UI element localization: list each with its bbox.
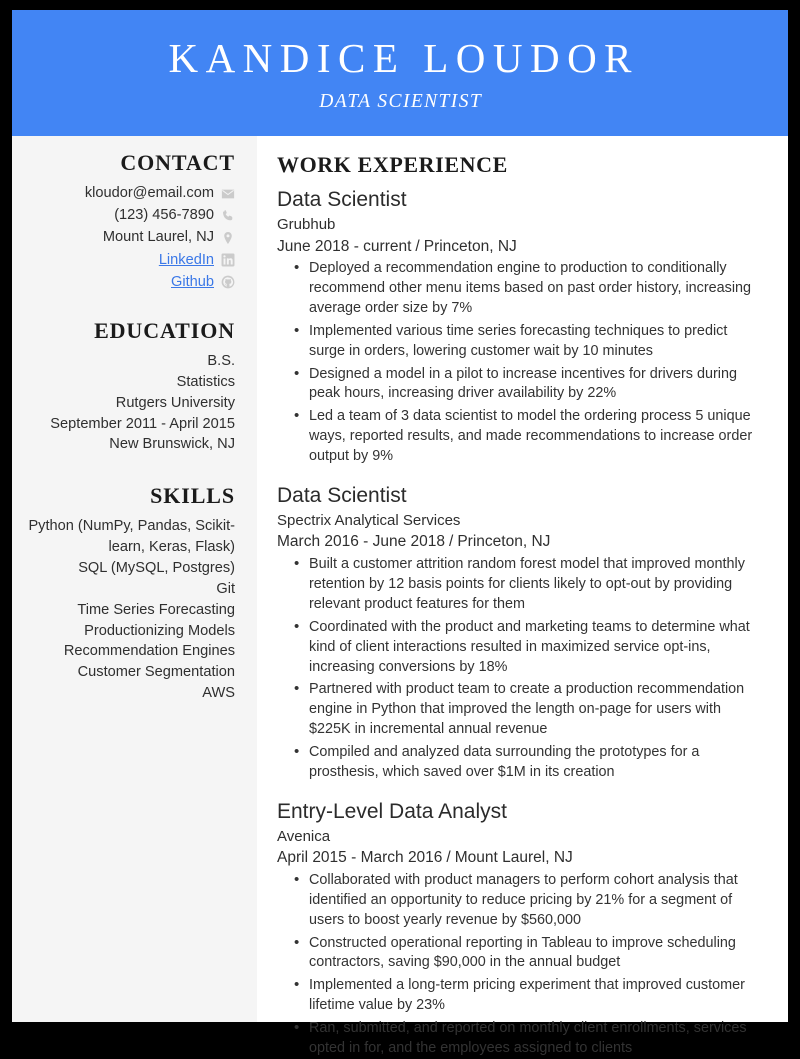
job-bullet: • Compiled and analyzed data surrounding the prototypes for a prosthesis, which saved over $1M in its creation	[309, 743, 766, 783]
contact-text: Mount Laurel, NJ	[102, 229, 214, 246]
linkedin-icon	[221, 253, 235, 267]
job-bullet: • Deployed a recommendation engine to production to conditionally recommend other menu items based on past order history, increasing average order size by 7%	[309, 259, 766, 319]
education-section-heading: EDUCATION	[94, 318, 235, 343]
education-line: September 2011 - April 2015	[50, 415, 235, 432]
education-line: B.S.	[207, 353, 235, 369]
work-experience-list	[277, 187, 766, 1059]
education-line: New Brunswick, NJ	[109, 436, 235, 453]
job-entry	[277, 799, 766, 1059]
job-bullet: • Partnered with product team to create a production recommendation engine in Python that improved the length on-page for users with $225K in incremental annual revenue	[309, 680, 766, 740]
education-line: Rutgers University	[115, 394, 235, 411]
job-bullet-list	[277, 555, 766, 783]
skill-item: Customer Segmentation	[77, 664, 235, 681]
job-bullet-list	[277, 259, 766, 467]
resume-header-banner	[12, 10, 788, 136]
contact-link-github[interactable]: Github	[171, 273, 214, 290]
candidate-job-title: DATA SCIENTIST	[319, 91, 483, 113]
phone-icon	[221, 209, 235, 223]
job-meta	[277, 236, 766, 258]
contact-link-linkedin[interactable]: LinkedIn	[158, 251, 214, 268]
contact-text: kloudor@email.com	[84, 185, 214, 202]
skill-item: Productionizing Models	[84, 622, 235, 639]
resume-body	[12, 136, 788, 1056]
job-entry	[277, 483, 766, 783]
job-company: Grubhub	[277, 216, 336, 234]
job-bullet: • Led a team of 3 data scientist to model the ordering process 5 unique ways, reported results, and made recommendations to increase order output by 9%	[309, 407, 766, 467]
job-location: Mount Laurel, NJ	[454, 849, 573, 867]
envelope-icon	[221, 187, 235, 201]
job-title: Data Scientist	[277, 483, 407, 507]
job-meta	[277, 531, 766, 553]
skill-item: Git	[216, 580, 235, 597]
job-bullet: • Implemented a long-term pricing experiment that improved customer lifetime value by 23%	[309, 976, 766, 1016]
skill-item: SQL (MySQL, Postgres)	[78, 560, 235, 577]
contact-list	[24, 183, 235, 292]
job-meta	[277, 847, 766, 869]
job-meta-separator: /	[449, 533, 454, 551]
job-bullet: • Coordinated with the product and marketing teams to determine what kind of client interactions resulted in maximized service opt-ins, increasing conversions by 18%	[309, 618, 766, 678]
job-meta-separator: /	[415, 237, 420, 255]
skill-item: Time Series Forecasting	[77, 601, 235, 618]
education-list	[24, 351, 235, 455]
job-bullet: • Designed a model in a pilot to increase incentives for drivers during peak hours, increasing driver availability by 22%	[309, 365, 766, 405]
skill-item: AWS	[202, 685, 235, 702]
sidebar	[12, 136, 257, 1022]
contact-item[interactable]	[24, 271, 235, 292]
job-dates: June 2018 - current	[277, 237, 412, 255]
job-location: Princeton, NJ	[457, 533, 551, 551]
skills-list	[24, 516, 235, 704]
job-title: Entry-Level Data Analyst	[277, 799, 507, 823]
contact-item	[24, 183, 235, 204]
work-experience-heading: WORK EXPERIENCE	[277, 152, 508, 177]
job-company: Avenica	[277, 828, 331, 845]
job-dates: April 2015 - March 2016	[277, 849, 443, 867]
education-line: Statistics	[176, 373, 235, 390]
skill-item: Recommendation Engines	[63, 643, 235, 660]
contact-item[interactable]	[24, 249, 235, 270]
job-bullet: • Ran, submitted, and reported on monthly client enrollments, services opted in for, and the employees assigned to clients	[309, 1019, 766, 1059]
contact-item	[24, 205, 235, 226]
job-location: Princeton, NJ	[423, 237, 517, 255]
job-bullet-list	[277, 871, 766, 1059]
job-bullet: • Collaborated with product managers to perform cohort analysis that identified an opportunity to reduce pricing by 21% for a segment of users to boost yearly revenue by $560,000	[309, 871, 766, 931]
main-column	[257, 136, 788, 1056]
candidate-name: KANDICE LOUDOR	[168, 34, 640, 81]
contact-section-heading: CONTACT	[120, 150, 235, 175]
github-icon	[221, 275, 235, 289]
contact-text: (123) 456-7890	[114, 207, 214, 224]
job-entry	[277, 187, 766, 467]
job-meta-separator: /	[446, 849, 451, 867]
job-company: Spectrix Analytical Services	[277, 512, 461, 530]
job-bullet: • Implemented various time series forecasting techniques to predict surge in orders, lowering customer wait by 10 minutes	[309, 322, 766, 362]
job-title: Data Scientist	[277, 188, 407, 211]
job-bullet: • Constructed operational reporting in Tableau to improve scheduling contractors, saving $90,000 in the annual budget	[309, 934, 766, 974]
job-bullet: • Built a customer attrition random forest model that improved monthly retention by 12 basis points for clients likely to opt-out by providing relevant product features for them	[309, 555, 766, 615]
skills-section-heading: SKILLS	[150, 483, 235, 509]
job-dates: March 2016 - June 2018	[277, 533, 446, 551]
map-pin-icon	[221, 231, 235, 245]
skill-item: Python (NumPy, Pandas, Scikit-learn, Keras, Flask)	[28, 518, 235, 556]
resume-page	[12, 10, 788, 1056]
contact-item	[24, 227, 235, 248]
